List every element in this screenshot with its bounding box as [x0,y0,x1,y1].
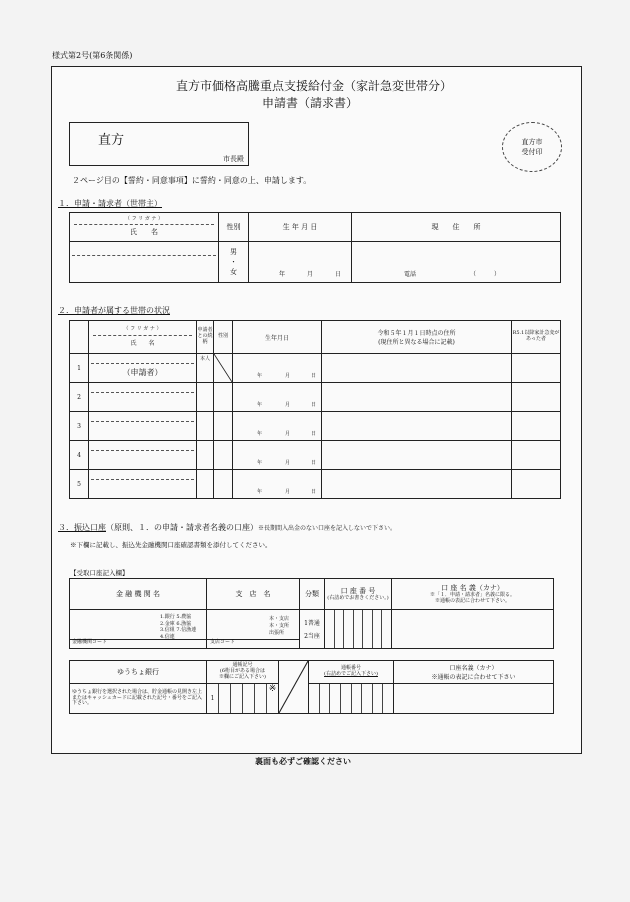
household-table [69,320,561,499]
household-row-4 [70,441,561,470]
kome-mark: ※ [268,684,277,694]
row-month: 月 [285,373,291,379]
acct-no-input[interactable] [325,610,392,649]
s1-address-label: 現 住 所 [352,213,561,242]
branch-type: 出張所 [269,630,285,636]
row-dob-input[interactable] [233,470,322,499]
section3-heading-rest: （原則、１．の申請・請求者名義の口座） [106,523,258,532]
bank-account-table [69,578,554,649]
acct-no-label: 口 座 番 号 [340,587,376,596]
s2-name-label: 氏 名 [130,339,155,347]
slash-mark [279,661,308,713]
row-r51-input[interactable] [512,412,561,441]
row-number: 1 [70,354,89,383]
applicant-table [69,212,561,283]
s1-name-label: 氏 名 [130,228,158,237]
s1-phone-parens: （ ） [470,271,501,278]
yucho-label: ゆうちょ銀行 [70,661,207,684]
form-title: 直方市価格高騰重点支援給付金（家計急変世帯分） [176,79,453,93]
bank-type: 3.信組 [160,627,175,633]
row-day: 日 [311,460,317,466]
row-r51-input[interactable] [512,383,561,412]
branch-input[interactable] [207,610,300,649]
row-relation-input[interactable] [197,470,214,499]
passbook-symbol-3: ※欄にご記入下さい) [219,673,266,680]
row-year: 年 [257,489,263,495]
bank-type: 2.金庫 [160,620,175,627]
s2-dob-label: 生年月日 [233,321,322,354]
branch-code-label: 支店コード [210,639,236,646]
city-name: 直方 [98,133,125,148]
form-subtitle: 申請書（請求書） [262,96,359,110]
branch-type: 本・支店 [269,616,290,622]
row-number: 4 [70,441,89,470]
row-dob-input[interactable] [233,441,322,470]
s1-address-input[interactable] [352,242,561,283]
holder-note1: ※「１．申請・請求者」名義に限る。 [429,592,515,599]
yucho-note: ゆうちょ銀行を選択された場合は、貯金通帳の見開き左上またはキャッシュカードに記載された記号・番号をご記入下さい。 [70,684,207,714]
bank-type: 4.信連 [160,633,175,640]
mayor-suffix: 市長殿 [223,155,244,163]
s1-month: 月 [307,271,314,278]
household-row-2 [70,383,561,412]
self-label: 本人 [197,354,214,383]
row-sex-input[interactable] [214,412,233,441]
row-dob-input[interactable] [233,354,322,383]
row-address-input[interactable] [322,470,512,499]
diagonal-cell [279,661,309,714]
row-year: 年 [257,460,263,466]
row-relation-input[interactable] [197,383,214,412]
s1-sex-female: 女 [230,268,237,276]
passbook-no-2: (右詰めでご記入下さい) [324,671,378,677]
section3-heading: ３．振込口座 [58,523,106,532]
s2-address-label-2: (現住所と異なる場合に記載) [378,339,455,346]
s1-sex-input[interactable] [219,242,249,283]
s2-furigana-label: （ フ リ ガ ナ ） [123,326,162,333]
bank-name-label: 金 融 機 関 名 [70,579,207,610]
row-relation-input[interactable] [197,441,214,470]
applicant-name-label: （申請者） [122,367,163,377]
section3-heading-wrap [58,524,396,532]
yucho-holder-2: ※通帳の表記に合わせて下さい [431,674,516,681]
s2-sex-label: 性別 [214,321,233,354]
bank-type: 5.農協 [176,614,192,620]
row-name-input[interactable] [89,354,197,383]
passbook-no-1: 通帳番号 [340,665,361,672]
row-number: 2 [70,383,89,412]
form-number: 様式第2号(第6条関係) [52,51,133,60]
row-day: 日 [311,431,317,437]
slash-mark [214,354,232,382]
household-row-3 [70,412,561,441]
s1-furigana-label: （ フ リ ガ ナ ） [125,215,163,222]
s1-dob-input[interactable] [249,242,352,283]
section3-heading-note: ※長期間入出金のない口座を記入しないで下さい。 [258,525,397,532]
row-day: 日 [311,373,317,379]
row-year: 年 [257,373,263,379]
row-day: 日 [311,402,317,408]
symbol-first-digit: 1 [207,684,219,713]
row-address-input[interactable] [322,354,512,383]
passbook-symbol-input[interactable] [207,684,279,714]
yucho-holder-1: 口座名義（カナ） [449,665,498,672]
section3-note2: ※下欄に記載し、振込先金融機関口座確認書類を添付してください。 [70,541,272,549]
intro-text: ２ページ目の【誓約・同意事項】に誓約・同意の上、申請します。 [72,176,312,185]
stamp-line1: 直方市 [521,138,543,146]
yucho-holder-input[interactable] [394,684,554,714]
row-address-input[interactable] [322,383,512,412]
holder-label: 口 座 名 義（カナ） [441,584,504,593]
row-month: 月 [285,402,291,408]
s2-address-label-1: 令和５年１月１日時点の住所 [377,330,456,337]
s1-sex-dot: ・ [230,258,237,266]
s1-dob-label: 生 年 月 日 [249,213,352,242]
row-number: 3 [70,412,89,441]
class-type: 1普通 [304,620,320,627]
footer-note: 裏面も必ずご確認ください [255,756,351,766]
class-type: 2当座 [304,633,320,640]
row-address-input[interactable] [322,412,512,441]
s2-r51-label: R5.1以降家計急変があった者 [512,321,561,354]
s2-relation-label: 申請者との続柄 [197,321,214,354]
holder-input[interactable] [392,610,554,649]
row-sex-input[interactable] [214,354,233,383]
bank-type: 1.銀行 [160,614,175,620]
acct-no-note: (右詰めでお書きください。) [327,595,389,602]
passbook-no-input[interactable] [309,684,394,714]
row-sex-input[interactable] [214,383,233,412]
row-name-input[interactable] [89,383,197,412]
row-r51-input[interactable] [512,354,561,383]
row-r51-input[interactable] [512,441,561,470]
bank-name-input[interactable] [70,610,207,649]
row-dob-input[interactable] [233,412,322,441]
row-name-input[interactable] [89,470,197,499]
reception-stamp [502,122,562,172]
s1-sex-male: 男 [230,248,237,256]
branch-type: 本・支所 [269,623,290,629]
row-address-input[interactable] [322,441,512,470]
household-row-1 [70,354,561,383]
class-input[interactable] [300,610,325,649]
row-sex-input[interactable] [214,470,233,499]
row-month: 月 [285,489,291,495]
row-name-input[interactable] [89,412,197,441]
s1-day: 日 [335,271,342,278]
row-number: 5 [70,470,89,499]
row-sex-input[interactable] [214,441,233,470]
s1-sex-label: 性別 [219,213,249,242]
row-r51-input[interactable] [512,470,561,499]
row-month: 月 [285,460,291,466]
passbook-symbol-1: 通帳記号 [232,662,253,669]
s1-year: 年 [279,271,286,278]
row-relation-input[interactable] [197,412,214,441]
section1-heading: １．申請・請求者（世帯主） [58,199,162,208]
yucho-table [69,660,554,714]
row-dob-input[interactable] [233,383,322,412]
row-month: 月 [285,431,291,437]
passbook-symbol-2: (6桁目がある場合は [219,668,266,675]
account-subheading: 【受取口座記入欄】 [70,569,129,577]
holder-note2: ※通帳の表記に合わせて下さい。 [434,598,510,604]
row-day: 日 [311,489,317,495]
s1-phone-label: 電話 [404,271,417,278]
bank-type: 6.漁協 [176,620,192,627]
branch-label: 支 店 名 [207,579,300,610]
row-year: 年 [257,431,263,437]
bank-code-label: 金融機関コード [72,639,108,646]
section2-heading: ２．申請者が属する世帯の状況 [58,306,170,315]
mayor-box [69,122,249,166]
stamp-line2: 受付印 [521,148,543,156]
bank-type: 7.信漁連 [176,627,197,633]
class-label: 分類 [300,579,325,610]
s1-name-input[interactable] [70,242,219,283]
household-row-5 [70,470,561,499]
row-year: 年 [257,402,263,408]
row-name-input[interactable] [89,441,197,470]
